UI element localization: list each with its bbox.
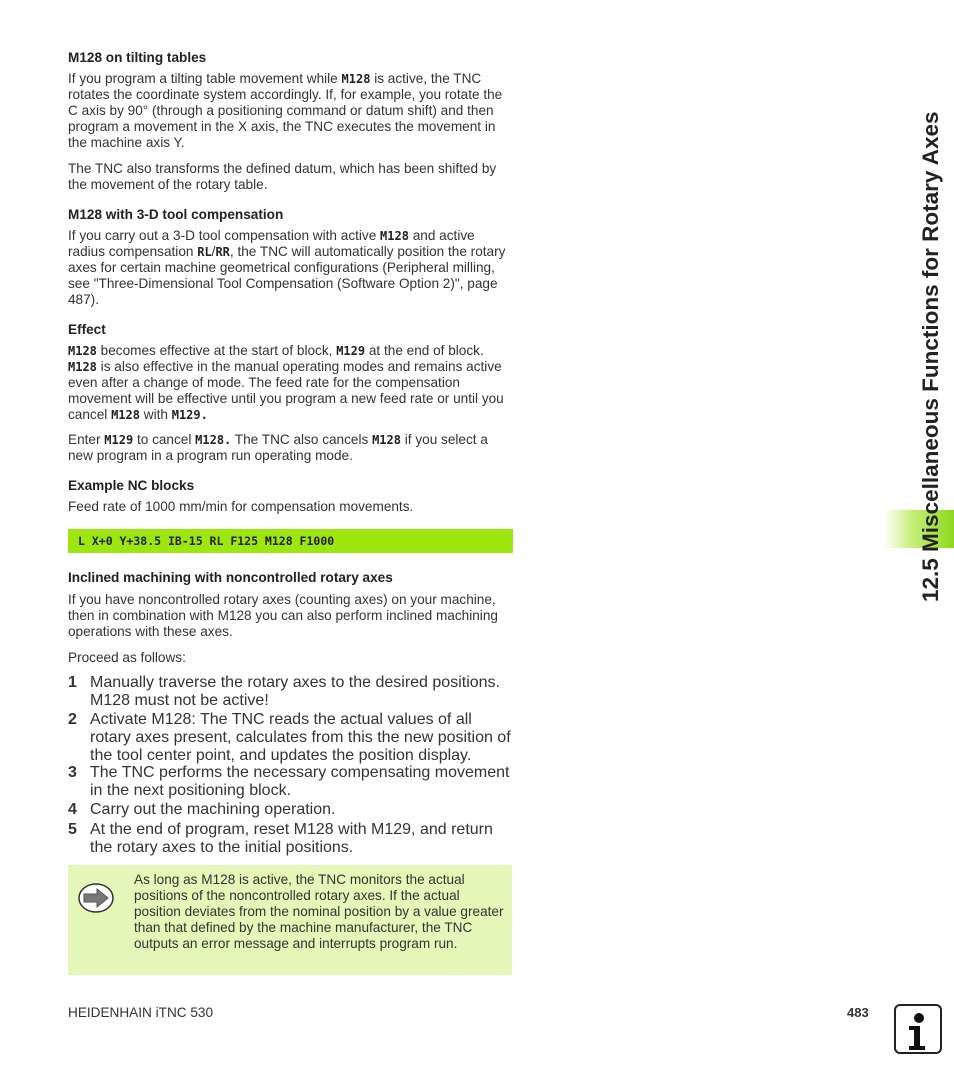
- step-number: 5: [68, 821, 77, 838]
- heading-inclined: Inclined machining with noncontrolled rotary axes: [68, 570, 393, 585]
- step-number: 1: [68, 674, 77, 691]
- code-m128: M128: [341, 72, 371, 86]
- step-text: The TNC performs the necessary compensating movement in the next positioning block.: [90, 764, 510, 799]
- heading-example: Example NC blocks: [68, 478, 195, 493]
- paragraph-inclined-2: Proceed as follows:: [68, 650, 186, 665]
- step-number: 4: [68, 801, 77, 818]
- inclined-section: [68, 569, 512, 666]
- paragraph-tilting-2: The TNC also transforms the defined datum, which has been shifted by the movement of the rotary table.: [68, 161, 497, 192]
- page-number: 483: [847, 1005, 869, 1020]
- step-text: Manually traverse the rotary axes to the desired positions. M128 must not be active!: [90, 674, 500, 709]
- heading-tilting: M128 on tilting tables: [68, 50, 207, 65]
- note-box: [68, 865, 512, 975]
- paragraph-inclined-1: If you have noncontrolled rotary axes (counting axes) on your machine, then in combination with M128 you can also perform inclined machining operations with these axes.: [68, 592, 498, 639]
- paragraph-effect-1: M128 becomes effective at the start of block, M129 at the end of block. M128 is also effective in the manual operating modes and remains active even after a change of mode. The feed rate for the compensation movement will be effective until you program a new feed rate or until you cancel M128 with M129.: [68, 343, 504, 422]
- paragraph-example: Feed rate of 1000 mm/min for compensation movements.: [68, 499, 414, 514]
- nc-code-block: L X+0 Y+38.5 IB-15 RL F125 M128 F1000: [68, 529, 513, 553]
- info-icon: [894, 1004, 942, 1054]
- footer-product: HEIDENHAIN iTNC 530: [68, 1005, 214, 1020]
- paragraph-3d-comp: If you carry out a 3-D tool compensation with active M128 and active radius compensation RL/RR, the TNC will automatically position the rotary axes for certain machine geometrical configurations (Peripheral milling, see "Three-Dimensional Tool Compensation (Software Option 2)", page 487).: [68, 228, 506, 307]
- paragraph-tilting-1: If you program a tilting table movement while M128 is active, the TNC rotates the coordinate system accordingly. If, for example, you rotate the C axis by 90° (through a positioning command or datum shift) and then program a movement in the X axis, the TNC executes the movement in the machine axis Y.: [68, 71, 503, 150]
- side-chapter-title: 12.5 Miscellaneous Functions for Rotary Axes: [918, 111, 943, 602]
- main-content: [68, 48, 512, 515]
- step-text: Carry out the machining operation.: [90, 801, 336, 818]
- note-text: As long as M128 is active, the TNC monitors the actual positions of the noncontrolled rotary axes. If the actual position deviates from the nominal position by a value greater than that defined by the machine manufacturer, the TNC outputs an error message and interrupts program run.: [134, 872, 504, 951]
- heading-3d-comp: M128 with 3-D tool compensation: [68, 207, 284, 222]
- arrow-right-icon: [78, 883, 114, 913]
- step-number: 3: [68, 764, 77, 781]
- step-text: Activate M128: The TNC reads the actual values of all rotary axes present, calculates from this the new position of the tool center point, and updates the position display.: [90, 711, 511, 764]
- step-text: At the end of program, reset M128 with M129, and return the rotary axes to the initial positions.: [90, 821, 493, 856]
- heading-effect: Effect: [68, 322, 106, 337]
- step-number: 2: [68, 711, 77, 728]
- paragraph-effect-2: Enter M129 to cancel M128. The TNC also cancels M128 if you select a new program in a program run operating mode.: [68, 432, 488, 463]
